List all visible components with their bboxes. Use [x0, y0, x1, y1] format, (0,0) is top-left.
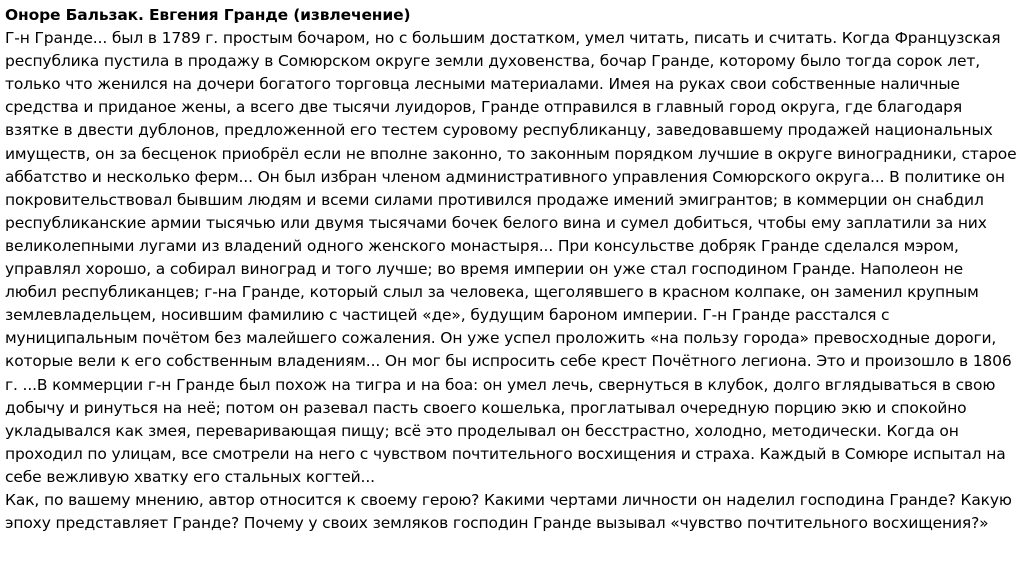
- excerpt-text: Г-н Гранде... был в 1789 г. простым бочаром, но с большим достатком, умел читать, писать и считать. Когда Французская республика пустила в продажу в Сомюрском округе земли духовенства, бочар Гранде, которому было тогда сорок лет, только что женился на дочери богатого торговца лесными материалами. Имея на руках свои собственные наличные средства и приданое жены, а всего две тысячи луидоров, Гранде отправился в главный город округа, где благодаря взятке в двести дублонов, предложенной его тестем суровому республиканцу, заведовавшему продажей национальных имуществ, он за бесценок приобрёл если не вполне законно, то законным порядком лучшие в округе виноградники, старое аббатство и несколько ферм... Он был избран членом административного управления Сомюрского округа... В политике он покровительствовал бывшим людям и всеми силами противился продаже имений эмигрантов; в коммерции он снабдил республиканские армии тысячью или двумя тысячами бочек белого вина и сумел добиться, чтобы ему заплатили за них великолепными лугами из владений одного женского монастыря... При консульстве добряк Гранде сделался мэром, управлял хорошо, а собирал виноград и того лучше; во время империи он уже стал господином Гранде. Наполеон не любил республиканцев; г-на Гранде, который слыл за человека, щеголявшего в красном колпаке, он заменил крупным землевладельцем, носившим фамилию с частицей «де», будущим бароном империи. Г-н Гранде расстался с муниципальным почётом без малейшего сожаления. Он уже успел проложить «на пользу города» превосходные дороги, которые вели к его собственным владениям... Он мог бы испросить себе крест Почётного легиона. Это и произошло в 1806 г. ...В коммерции г-н Гранде был похож на тигра и на боа: он умел лечь, свернуться в клубок, долго вглядываться в свою добычу и ринуться на неё; потом он разевал пасть своего кошелька, проглатывал очередную порцию экю и спокойно укладывался как змея, переваривающая пищу; всё это проделывал он бесстрастно, холодно, методически. Когда он проходил по улицам, все смотрели на него с чувством почтительного восхищения и страха. Каждый в Сомюре испытал на себе вежливую хватку его стальных когтей...: [5, 29, 1017, 486]
- questions-text: Как, по вашему мнению, автор относится к своему герою? Какими чертами личности он наделил господина Гранде? Какую эпоху представляет Гранде? Почему у своих земляков господин Гранде вызывал «чувство почтительного восхищения?»: [5, 490, 1012, 533]
- document-page: [5, 4, 1019, 535]
- document-title: Оноре Бальзак. Евгения Гранде (извлечение): [5, 6, 411, 24]
